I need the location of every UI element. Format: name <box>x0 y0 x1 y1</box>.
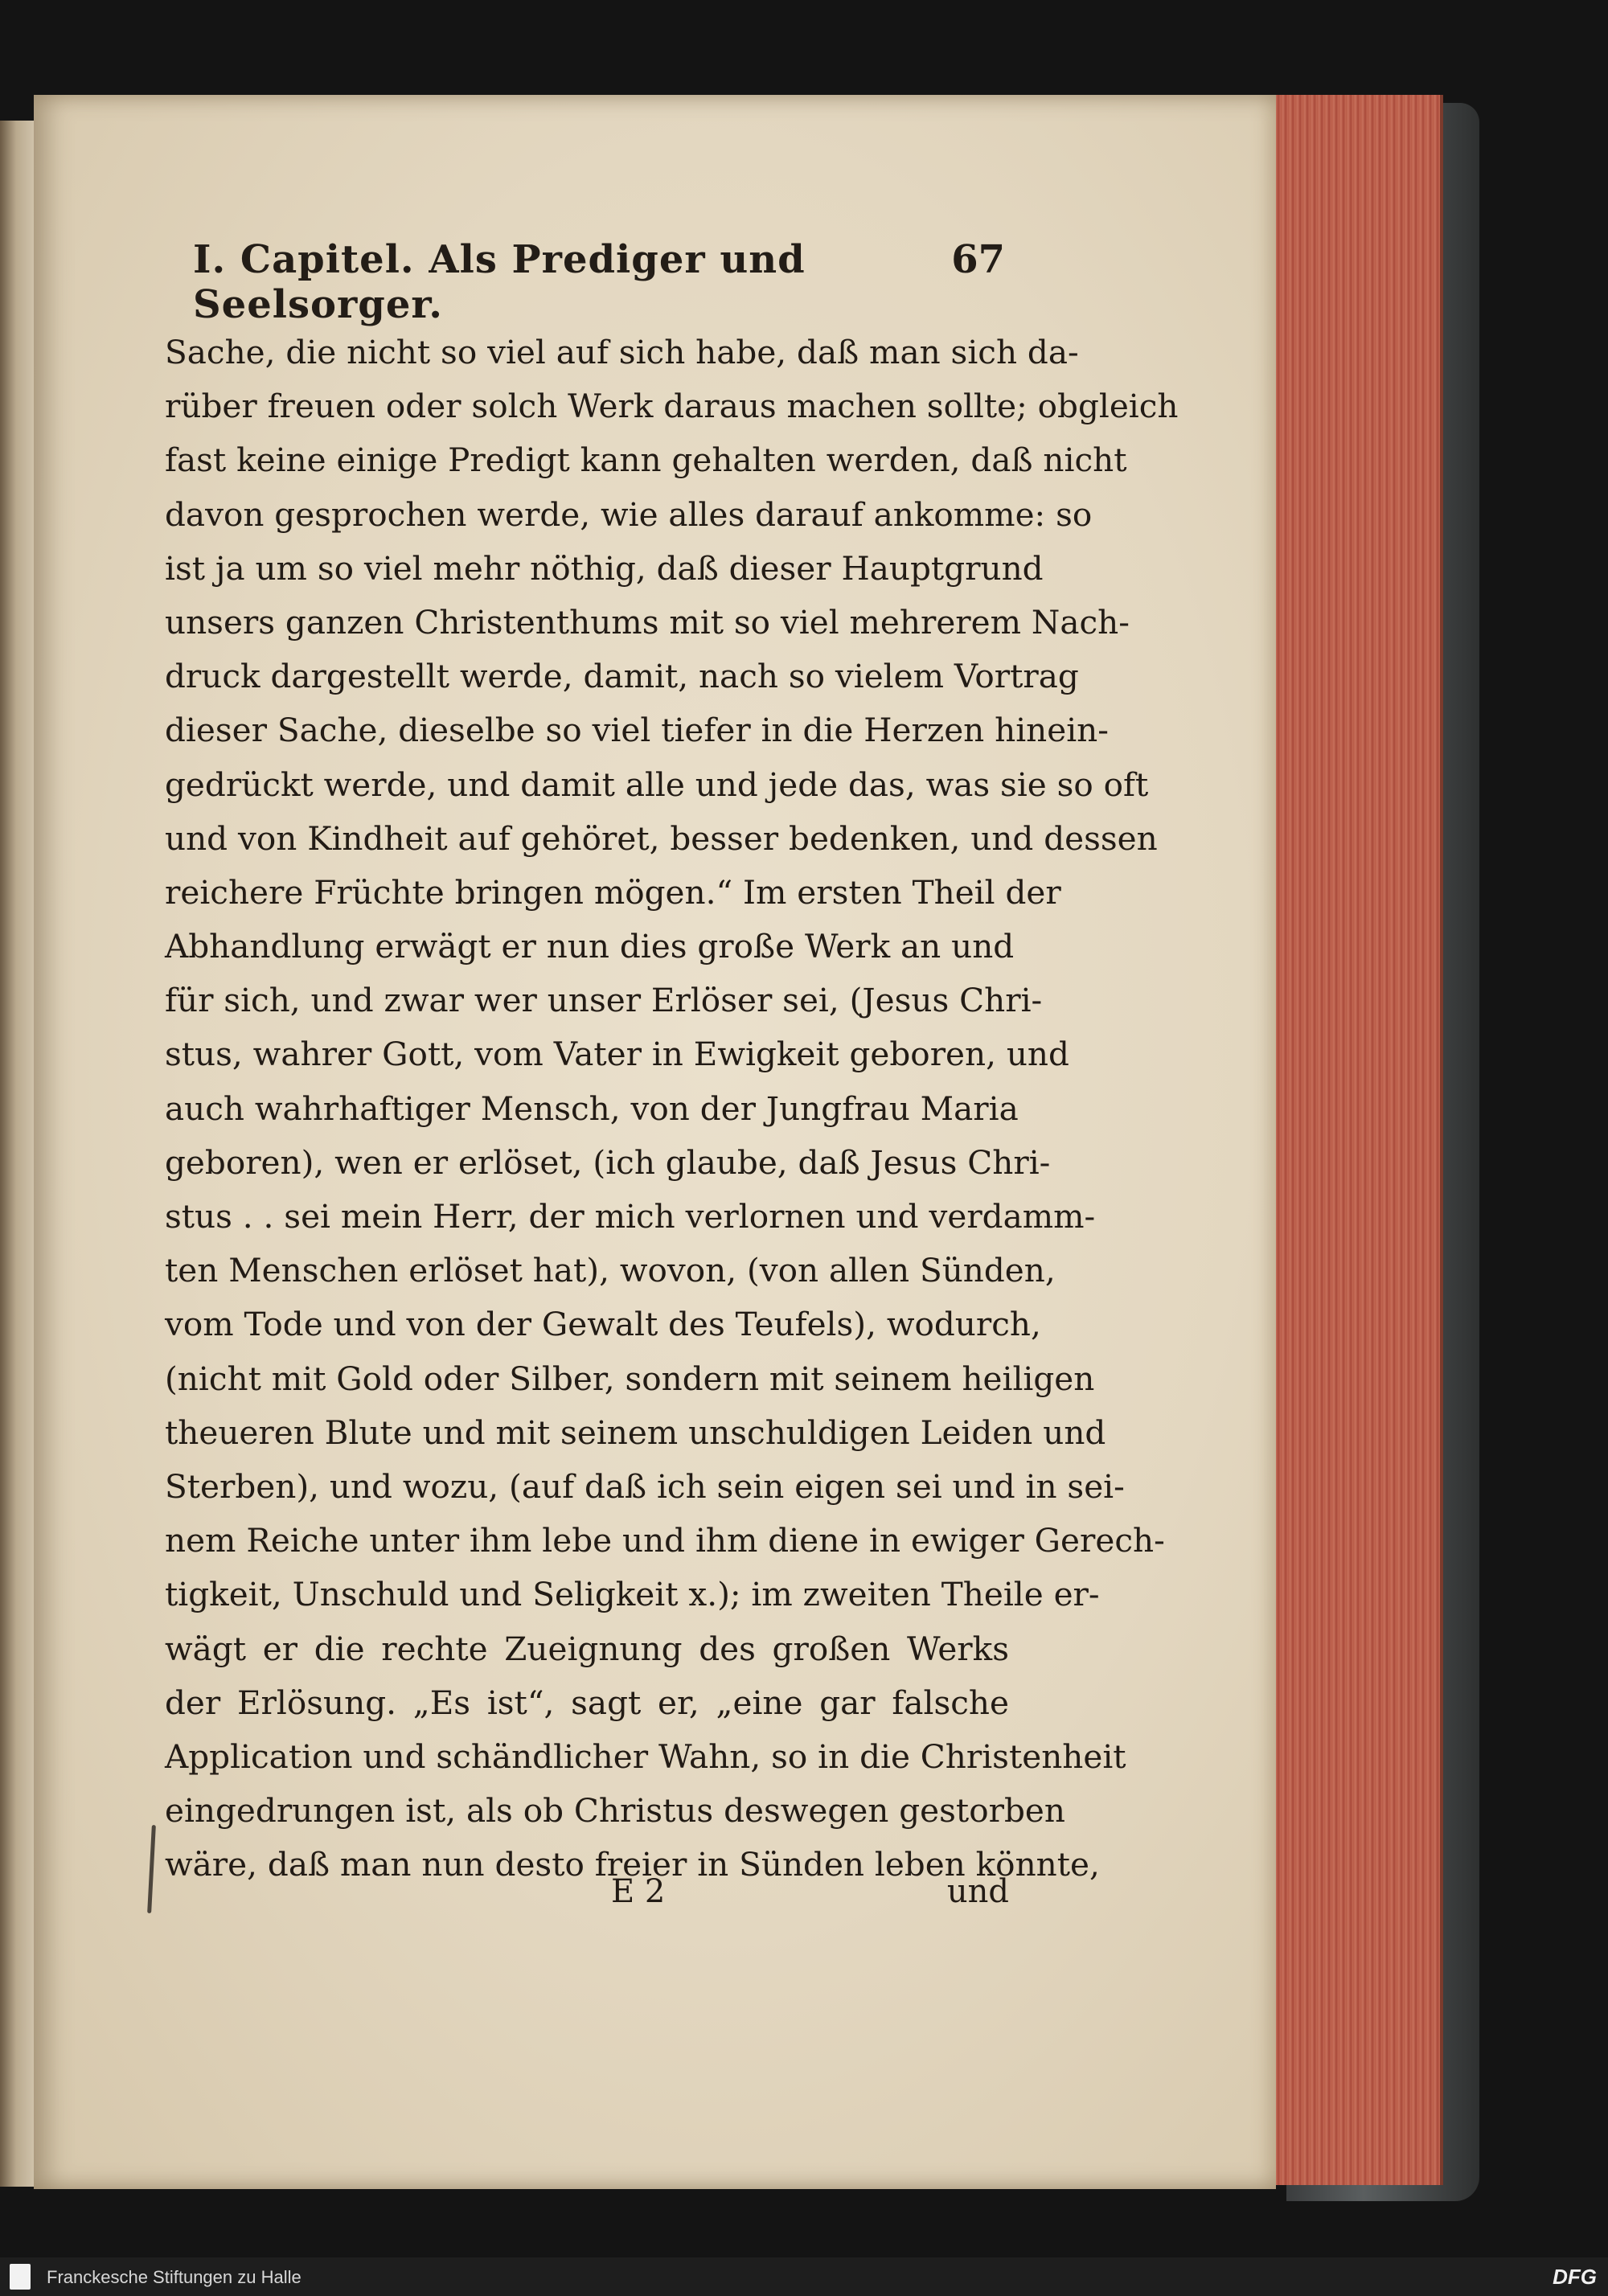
chapter-title: I. Capitel. Als Prediger und Seelsorger. <box>193 237 806 327</box>
institution-name: Franckesche Stiftungen zu Halle <box>47 2267 302 2287</box>
text-line: eingedrungen ist, als ob Christus deswegen gestorben <box>165 1791 1065 1831</box>
text-line: stus . . sei mein Herr, der mich verlornen und verdamm- <box>165 1197 1096 1236</box>
text-line: druck dargestellt werde, damit, nach so vielem Vortrag <box>165 657 1079 696</box>
running-header <box>193 237 1005 327</box>
text-line: gedrückt werde, und damit alle und jede das, was sie so oft <box>165 765 1149 804</box>
text-line: stus, wahrer Gott, vom Vater in Ewigkeit geboren, und <box>165 1035 1069 1074</box>
catchword: und <box>946 1873 1009 1910</box>
text-line: theueren Blute und mit seinem unschuldigen Leiden und <box>165 1412 1106 1452</box>
text-line: reichere Früchte bringen mögen.“ Im ersten Theil der <box>165 872 1061 912</box>
text-line: wäre, daß man nun desto freier in Sünden leben könnte, <box>165 1845 1100 1884</box>
viewer-footer-bar <box>0 2257 1608 2296</box>
text-line: (nicht mit Gold oder Silber, sondern mit seinem heiligen <box>165 1359 1095 1398</box>
page-footer <box>165 1873 1009 1929</box>
text-line: vom Tode und von der Gewalt des Teufels), wodurch, <box>165 1305 1041 1344</box>
text-line: Sache, die nicht so viel auf sich habe, daß man sich da- <box>165 333 1079 371</box>
text-line: auch wahrhaftiger Mensch, von der Jungfrau Maria <box>165 1089 1019 1128</box>
page-stack-edge <box>1254 95 1443 2185</box>
body-text <box>165 326 1179 1892</box>
text-line: und von Kindheit auf gehöret, besser bedenken, und dessen <box>165 818 1158 858</box>
text-line: Application und schändlicher Wahn, so in die Christenheit <box>165 1736 1126 1776</box>
text-line: nem Reiche unter ihm lebe und ihm diene in ewiger Gerech- <box>165 1521 1165 1560</box>
page-number: 67 <box>951 237 1005 282</box>
text-line: der Erlösung. „Es ist“, sagt er, „eine gar falsche <box>165 1683 1009 1722</box>
text-line: davon gesprochen werde, wie alles darauf ankomme: so <box>165 494 1093 534</box>
signature-mark: E 2 <box>611 1873 666 1910</box>
text-line: fast keine einige Predigt kann gehalten werden, daß nicht <box>165 441 1127 480</box>
text-line: geboren), wen er erlöset, (ich glaube, daß Jesus Chri- <box>165 1142 1051 1182</box>
text-line: rüber freuen oder solch Werk daraus machen sollte; obgleich <box>165 387 1179 426</box>
text-line: Abhandlung erwägt er nun dies große Werk an und <box>165 927 1015 966</box>
text-line: ten Menschen erlöset hat), wovon, (von allen Sünden, <box>165 1251 1056 1290</box>
text-line: Sterben), und wozu, (auf daß ich sein eigen sei und in sei- <box>165 1466 1125 1506</box>
text-line: für sich, und zwar wer unser Erlöser sei, (Jesus Chri- <box>165 981 1043 1020</box>
text-line: tigkeit, Unschuld und Seligkeit x.); im zweiten Theile er- <box>165 1575 1100 1614</box>
dfg-logo: DFG <box>1553 2265 1597 2289</box>
text-line: dieser Sache, dieselbe so viel tiefer in die Herzen hinein- <box>165 711 1109 750</box>
text-line: unsers ganzen Christenthums mit so viel mehrerem Nach- <box>165 602 1130 642</box>
text-line: ist ja um so viel mehr nöthig, daß dieser Hauptgrund <box>165 548 1044 588</box>
institution-logo-icon <box>10 2264 31 2290</box>
text-line: wägt er die rechte Zueignung des großen Werks <box>165 1629 1009 1668</box>
